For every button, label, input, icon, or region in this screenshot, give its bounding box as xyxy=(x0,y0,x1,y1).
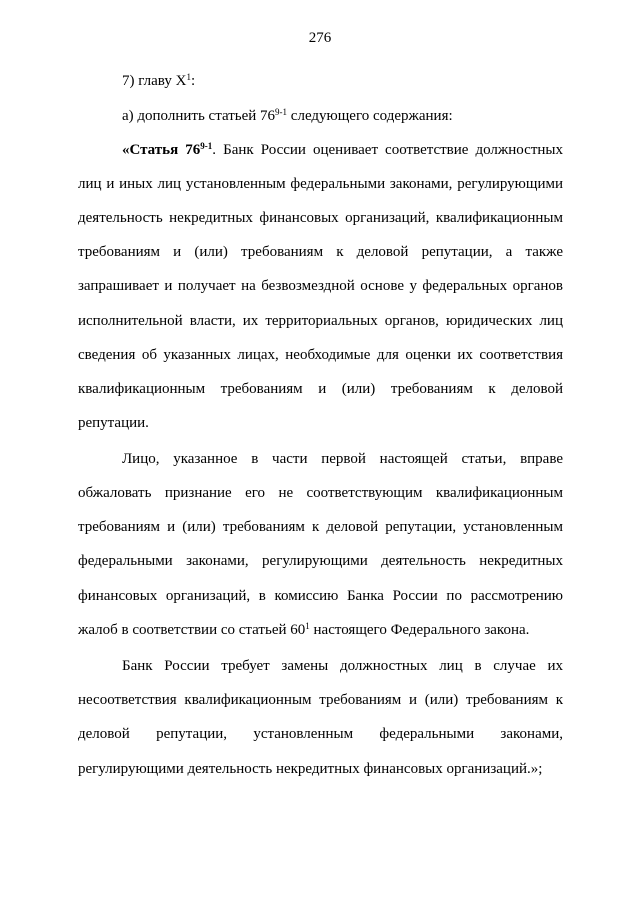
article-line: сведения об указанных лицах, необходимые для оценки их соответствия xyxy=(78,347,563,363)
page-number: 276 xyxy=(308,30,332,46)
article-line: деятельность некредитных финансовых организаций, квалификационным xyxy=(78,210,563,226)
para3-line: несоответствия квалификационным требованиям и (или) требованиям к xyxy=(78,692,563,708)
para2-last-line: жалоб в соответствии со статьей $60^1$ настоящего Федерального закона. xyxy=(78,621,530,638)
item-7: 7) главу $X^1$: xyxy=(122,72,196,89)
para2-line: требованиям и (или) требованиям к деловой репутации, установленным xyxy=(78,519,563,535)
para2-line: федеральными законами, регулирующими деятельность некредитных xyxy=(78,553,563,569)
item-a: а) дополнить статьей 76$^{9-1}$ следующего содержания: xyxy=(122,107,453,124)
article-line: квалификационным требованиям и (или) требованиям к деловой xyxy=(78,381,563,397)
para2-line: Лицо, указанное в части первой настоящей статьи, вправе xyxy=(122,451,563,467)
article-line: исполнительной власти, их территориальных органов, юридических лиц xyxy=(78,313,563,329)
para2-line: обжаловать признание его не соответствующим квалификационным xyxy=(78,485,563,501)
article-line: репутации. xyxy=(78,415,149,431)
para2-line: финансовых организаций, в комиссию Банка России по рассмотрению xyxy=(78,588,563,604)
article-heading-line: «Статья 76$^{9-1}$. Банк России оценивает соответствие должностных xyxy=(122,141,563,158)
article-label: «Статья 76$^{9-1}$ xyxy=(122,141,213,158)
article-line: требованиям и (или) требованиям к деловой репутации, а также xyxy=(78,244,563,260)
article-line: лиц и иных лиц установленным федеральными законами, регулирующими xyxy=(78,176,563,192)
para3-line: деловой репутации, установленным федеральными законами, xyxy=(78,726,563,742)
para3-line: Банк России требует замены должностных лиц в случае их xyxy=(122,658,563,674)
article-line: запрашивает и получает на безвозмездной основе у федеральных органов xyxy=(78,278,563,294)
para3-line: регулирующими деятельность некредитных финансовых организаций.»; xyxy=(78,761,543,777)
